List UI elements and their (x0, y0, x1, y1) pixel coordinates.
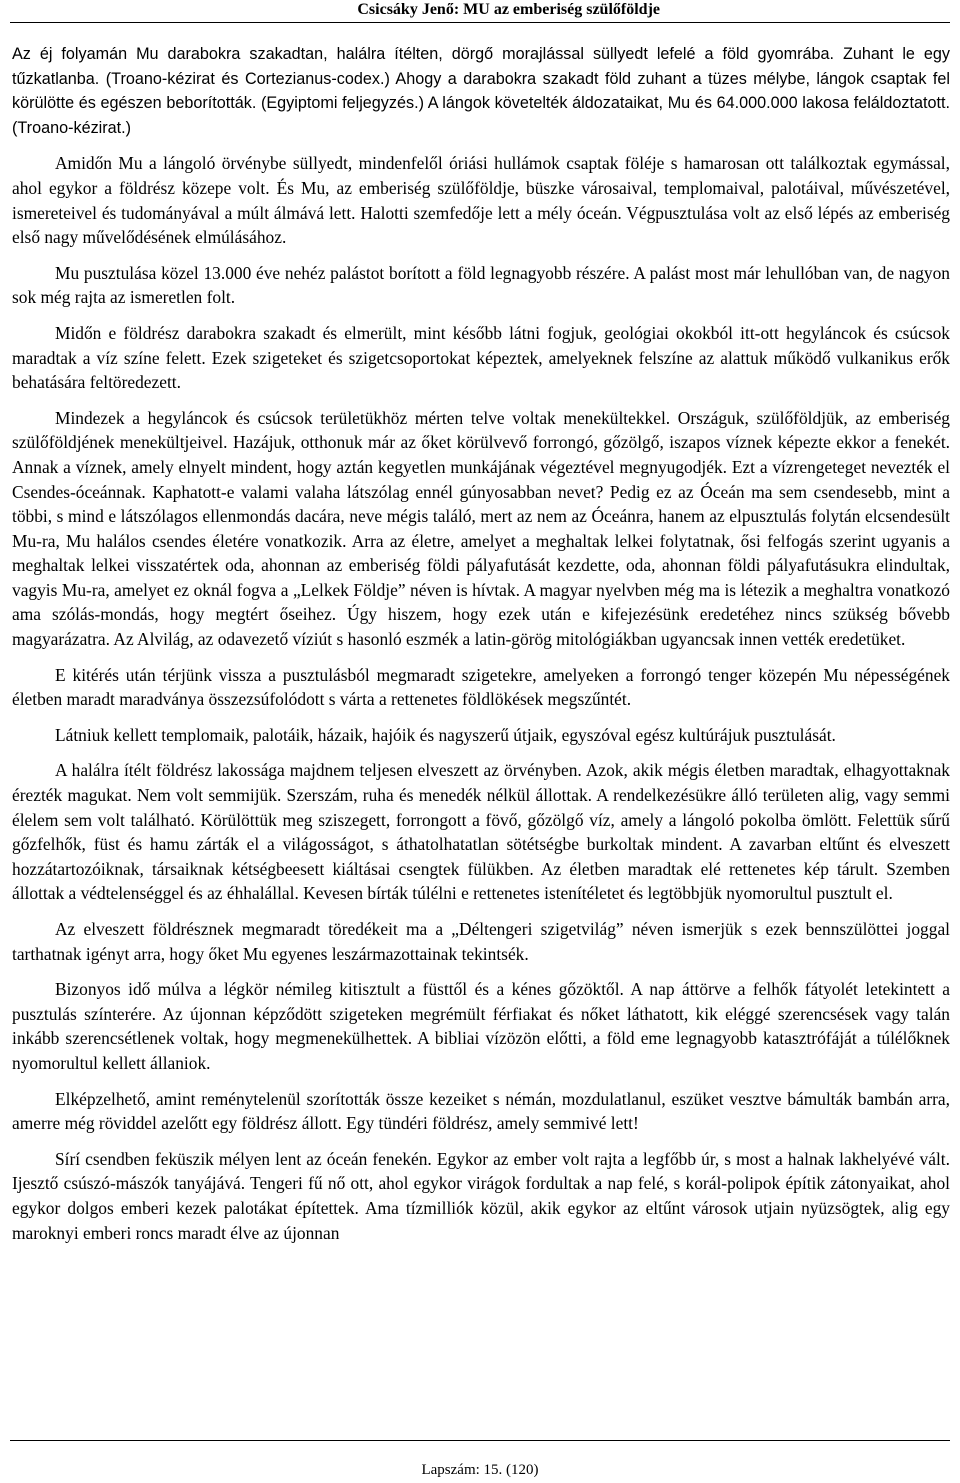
paragraph: Midőn e földrész darabokra szakadt és elmerült, mint később látni fogjuk, geológiai okokból itt-ott hegyláncok és csúcsok maradtak a víz színe felett. Ezek szigeteket és szigetcsoportokat képeztek, amelyeknek felszíne az alattuk működő vulkanikus erők behatására feltöredezett. (12, 322, 950, 393)
page-number: Lapszám: 15. (120) (421, 1462, 539, 1478)
paragraph: A halálra ítélt földrész lakossága majdnem teljesen elveszett az örvényben. Azok, akik mégis életben maradtak, elhagyottaknak érezték magukat. Nem volt semmijük. Szerszám, ruha és menedék nélkül állottak. A rendelkezésükre álló területen alig, vagy semmi élelem sem volt található. Körülöttük meg sziszegett, forrongott a fövő, gőzölgő víz, amely a lángoló pokolba ömlött. Felettük sűrű gőzfelhők, füst és hamu zárták el a világosságot, s áthatolhatatlan sötétségbe burkoltak mindent. A zavarban eltűnt és elveszett hozzátartozóiknak, társaiknak kétségbeesett kiáltásai csengtek fülükben. Az életben maradtak elé rettenetes kép tárult. Szemben állottak a védtelenséggel és az éhhalállal. Kevesen bírták túlélni e rettenetes istenítéletet és legtöbbjük nyomorultul pusztult el. (12, 760, 950, 904)
page-header-title: Csicsáky Jenő: MU az emberiség szülőföldje (357, 1, 660, 18)
footer-divider (10, 1440, 950, 1441)
paragraph: Az elveszett földrésznek megmaradt töredékeit ma a „Déltengeri szigetvilág” néven ismerjük s ezek bennszülöttei joggal tarthatnak igényt arra, hogy őket Mu egyenes leszármazottainak tekintsék. (12, 919, 950, 964)
paragraph: E kitérés után térjünk vissza a pusztulásból megmaradt szigetekre, amelyeken a forrongó tenger közepén Mu népességének életben maradt maradványa összezsúfolódott s várta a rettenetes földlökések megszűntét. (12, 664, 950, 710)
paragraph: Sírí csendben feküszik mélyen lent az óceán fenekén. Egykor az ember volt rajta a legfőbb úr, s most a halnak lakhelyévé vált. Ijesztő csúszó-mászók tanyájává. Tengeri fű nő ott, ahol egykor virágok fordultak a nap felé, s korál-polipok építik zátonyaikat, ahol egykor dolgos emberi kezek palotákat építettek. Ama tízmilliók közül, akik egykor az eltűnt városok utjain nyüzsögtek, alig egy maroknyi emberi roncs maradt élve az újonnan (12, 1148, 950, 1243)
paragraph: Amidőn Mu a lángoló örvénybe süllyedt, mindenfelől óriási hullámok csaptak föléje s hamarosan ott találkoztak egymással, ahol egykor a földrész közepe volt. És Mu, az emberiség szülőföldje, büszke városaival, templomaival, palotáival, művészetével, ismereteivel és tudományával a múlt álmává lett. Halotti szemfedője lett a mély óceán. Végpusztulása volt az első lépés az emberiség első nagy művelődésének elmúlásához. (12, 153, 950, 248)
paragraph: Mu pusztulása közel 13.000 éve nehéz palástot borított a föld legnagyobb részére. A palást most már lehullóban van, de nagyon sok még rajta az ismeretlen folt. (12, 262, 950, 308)
paragraph: Mindezek a hegyláncok és csúcsok területükhöz mérten telve voltak menekültekkel. Országuk, szülőföldjük, az emberiség szülőföldjének menekültjeivel. Hazájuk, otthonuk már az őket körülvevő forrongó, gőzölgő, iszapos víznek képezte ekkor a fenekét. Annak a víznek, amely elnyelt mindent, hogy aztán kegyetlen munkájának végeztével megnyugodjék. Ezt a vízrengeteget nevezték el Csendes-óceánnak. Kaphatott-e valami valaha látszólag ennél gúnyosabban nevet? Pedig ez az Óceán ma sem csendesebb, mint a többi, s mind e látszólagos ellenmondás dacára, neve mégis találó, mert az nem az Óceánra, hanem az elpusztulás folytán elcsendesült Mu-ra, Mu halálos csendes életére vonatkozik. Arra az életre, amelyet a meghaltak lelkei folytatnak, ősi felfogás szerint ugyanis a meghaltak lelkei visszatértek oda, ahonnan az emberiség földi pályafutását kezdette, oda, ahonnan földi pályafutásukra elindultak, vagyis Mu-ra, amelyet ez oknál fogva a „Lelkek Földje” néven is hívtak. A magyar nyelvben még ma is létezik a meghaltra vonatkozó ama szólás-mondás, hogy megtért őseihez. Úgy hiszem, hogy ezek után e kifejezésünk eredetéhez nincs szükség bővebb magyarázatra. Az Alvilág, az odavezető víziút s hasonló eszmék a latin-görög mitológiákban ugyancsak innen vették eredetüket. (12, 407, 950, 650)
paragraph: Látniuk kellett templomaik, palotáik, házaik, hajóik és nagyszerű útjaik, egyszóval egész kultúrájuk pusztulását. (55, 724, 836, 745)
paragraph: Az éj folyamán Mu darabokra szakadtan, halálra ítélten, dörgő morajlással süllyedt lefelé a föld gyomrába. Zuhant le egy tűzkatlanba. (Troano-kézirat és Cortezianus-codex.) Ahogy a darabokra szakadt föld zuhant a tüzes mélybe, lángok csaptak fel körülötte és egészen beborították. (Egyiptomi feljegyzés.) A lángok követelték áldozataikat, Mu és 64.000.000 lakosa feláldoztatott. (Troano-kézirat.) (12, 45, 950, 137)
paragraph: Elképzelhető, amint reménytelenül szorították össze kezeiket s némán, mozdulatlanul, eszüket vesztve bámulták bambán arra, amerre még röviddel azelőtt egy földrész állott. Egy tündéri földrész, amely semmivé lett! (12, 1088, 950, 1134)
paragraph: Bizonyos idő múlva a légkör némileg kitisztult a füsttől és a kénes gőzöktől. A nap áttörve a felhők fátyolét letekintett a pusztulás színterére. Az újonnan képződött szigeteken megrémült férfiakat és nőket láthatott, kik eléggé szerencsések vagy talán inkább szerencsétlenek voltak, hogy megmenekülhettek. A bibliai vízözön előtti, a föld eme legnagyobb katasztrófáját a túlélőknek nyomorultul kellett állaniok. (12, 979, 950, 1073)
document-body (12, 42, 950, 1256)
header-divider (10, 22, 950, 23)
